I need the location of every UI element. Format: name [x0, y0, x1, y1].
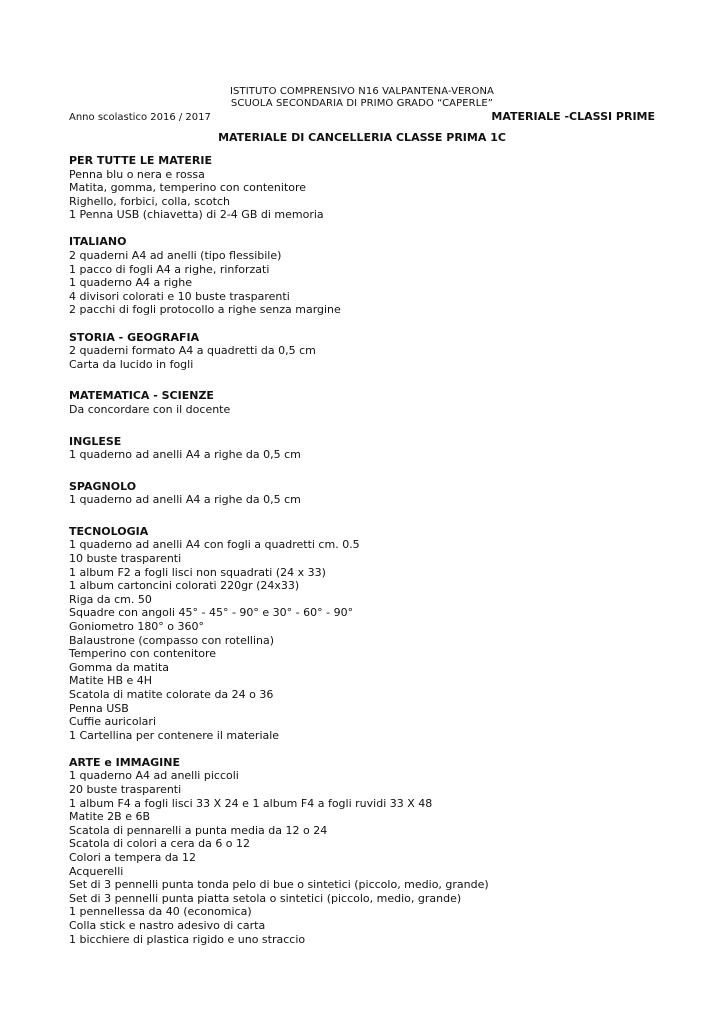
list-item: Cuffie auricolari — [69, 715, 156, 729]
list-item: Matite 2B e 6B — [69, 810, 151, 824]
school-name: ISTITUTO COMPRENSIVO N16 VALPANTENA-VERONA — [230, 86, 494, 97]
section — [69, 389, 669, 416]
section — [69, 154, 669, 222]
list-item: Set di 3 pennelli punta tonda pelo di bue o sintetici (piccolo, medio, grande) — [69, 878, 489, 892]
section — [69, 480, 669, 507]
list-item: 1 quaderno A4 ad anelli piccoli — [69, 769, 239, 783]
document-title: MATERIALE DI CANCELLERIA CLASSE PRIMA 1C — [218, 131, 506, 144]
list-item: 4 divisori colorati e 10 buste trasparenti — [69, 289, 290, 303]
section — [69, 525, 669, 743]
section-title: PER TUTTE LE MATERIE — [69, 154, 212, 167]
list-item: 1 pacco di fogli A4 a righe, rinforzati — [69, 262, 270, 276]
list-item: Set di 3 pennelli punta piatta setola o sintetici (piccolo, medio, grande) — [69, 891, 462, 905]
section-title: ITALIANO — [69, 235, 127, 249]
list-item: Acquerelli — [69, 864, 124, 878]
list-item: Carta da lucido in fogli — [69, 357, 194, 371]
list-item: 1 quaderno A4 a righe — [69, 276, 193, 290]
section-title: SPAGNOLO — [69, 479, 137, 493]
list-item: 2 quaderni A4 ad anelli (tipo flessibile) — [69, 249, 282, 263]
section-title: MATEMATICA - SCIENZE — [69, 389, 214, 403]
list-item: 1 quaderno ad anelli A4 a righe da 0,5 cm — [69, 448, 301, 462]
list-item: Penna USB — [69, 701, 129, 715]
list-item: 20 buste trasparenti — [69, 783, 182, 797]
list-item: 1 album F2 a fogli lisci non squadrati (24 x 33) — [69, 565, 326, 579]
list-item: Da concordare con il docente — [69, 402, 231, 416]
header-row — [69, 111, 655, 125]
list-item: Scatola di matite colorate da 24 o 36 — [69, 688, 274, 701]
list-item: 1 quaderno ad anelli A4 con fogli a quadretti cm. 0.5 — [69, 538, 360, 552]
list-item: Righello, forbici, colla, scotch — [69, 194, 230, 208]
list-item: 2 pacchi di fogli protocollo a righe senza margine — [69, 303, 341, 317]
school-year: Anno scolastico 2016 / 2017 — [69, 112, 211, 123]
school-subtitle: SCUOLA SECONDARIA DI PRIMO GRADO “CAPERLE” — [230, 98, 494, 109]
materials-list — [69, 154, 669, 946]
list-item: 10 buste trasparenti — [69, 552, 182, 566]
list-item: Penna blu o nera e rossa — [69, 167, 205, 181]
list-item: Goniometro 180° o 360° — [69, 620, 205, 634]
list-item: 1 Cartellina per contenere il materiale — [69, 728, 280, 742]
list-item: 1 album cartoncini colorati 220gr (24x33) — [69, 579, 300, 593]
section — [69, 435, 669, 462]
list-item: 1 pennellessa da 40 (economica) — [69, 905, 252, 919]
section — [69, 756, 669, 946]
list-item: 1 quaderno ad anelli A4 a righe da 0,5 cm — [69, 493, 301, 507]
list-item: Scatola di colori a cera da 6 o 12 — [69, 837, 251, 851]
list-item: Squadre con angoli 45° - 45° - 90° e 30° - 60° - 90° — [69, 606, 354, 620]
section-title: TECNOLOGIA — [69, 524, 149, 538]
classes-label: MATERIALE -CLASSI PRIME — [491, 110, 655, 123]
list-item: 1 Penna USB (chiavetta) di 2-4 GB di memoria — [69, 208, 324, 222]
list-item: Colla stick e nastro adesivo di carta — [69, 919, 266, 932]
section — [69, 235, 669, 317]
list-item: Balaustrone (compasso con rotellina) — [69, 633, 275, 647]
list-item: Temperino con contenitore — [69, 647, 217, 661]
section-title: INGLESE — [69, 434, 122, 448]
list-item: 1 bicchiere di plastica rigido e uno straccio — [69, 932, 306, 946]
school-header — [0, 86, 724, 110]
list-item: Matita, gomma, temperino con contenitore — [69, 181, 307, 195]
list-item: Scatola di pennarelli a punta media da 12 o 24 — [69, 823, 328, 837]
section-title: STORIA - GEOGRAFIA — [69, 330, 200, 344]
list-item: Matite HB e 4H — [69, 674, 153, 688]
list-item: Riga da cm. 50 — [69, 592, 152, 606]
section-title: ARTE e IMMAGINE — [69, 755, 180, 769]
list-item: 2 quaderni formato A4 a quadretti da 0,5 cm — [69, 344, 316, 358]
section — [69, 331, 669, 372]
list-item: Gomma da matita — [69, 660, 170, 674]
list-item: 1 album F4 a fogli lisci 33 X 24 e 1 album F4 a fogli ruvidi 33 X 48 — [69, 796, 433, 810]
list-item: Colori a tempera da 12 — [69, 851, 197, 865]
